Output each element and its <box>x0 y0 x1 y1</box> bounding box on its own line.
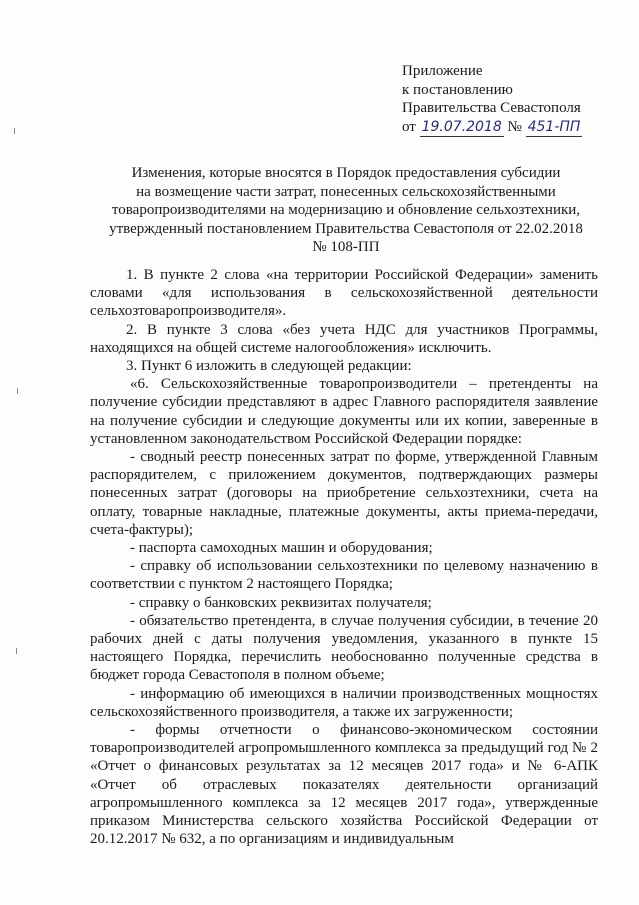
scan-mark <box>16 648 17 654</box>
title-line: утвержденный постановлением Правительства Севастополя от 22.02.2018 <box>109 220 583 237</box>
list-item: - паспорта самоходных машин и оборудования; <box>130 540 433 557</box>
title-line: Изменения, которые вносятся в Порядок предоставления субсидии <box>131 165 561 181</box>
appendix-block <box>402 62 632 137</box>
scan-mark <box>17 388 18 394</box>
list-item: - формы отчетности о финансово-экономическом состоянии товаропроизводителей агропромышленного комплекса за предыдущий год № 2 «Отчет о финансовых результатах за 12 месяцев 2017 года» и № 6-АПК «Отчет об отраслевых показателях деятельности организаций агропромышленного комплекса за 12 месяцев 2017 года», утвержденные приказом Министерства сельского хозяйства Российской Федерации от 20.12.2017 № 632, а по организациям и индивидуальным <box>90 722 598 848</box>
appendix-line: Приложение <box>402 63 483 79</box>
appendix-line: Правительства Севастополя <box>402 100 581 116</box>
title-line: на возмещение части затрат, понесенных сельскохозяйственными <box>136 183 556 200</box>
list-item: - сводный реестр понесенных затрат по форме, утвержденной Главным распорядителем, с приложением документов, подтверждающих размеры понесенных затрат (договоры на приобретение сельхозтехники, счета на оплату, товарные накладные, платежные документы, акты приема-передачи, счета-фактуры); <box>90 449 598 538</box>
list-item: - обязательство претендента, в случае получения субсидии, в течение 20 рабочих дней с даты получения уведомления, указанного в пункте 15 настоящего Порядка, перечислить необоснованно полученные средства в бюджет города Севастополя в полном объеме; <box>90 612 598 684</box>
from-label: от <box>402 118 416 135</box>
document-title <box>96 164 596 257</box>
number-label: № <box>507 118 522 135</box>
handwritten-date: 19.07.2018 <box>420 118 504 138</box>
document-body <box>90 266 598 849</box>
appendix-date-line <box>402 118 632 138</box>
paragraph: 1. В пункте 2 слова «на территории Российской Федерации» заменить словами «для использования в сельскохозяйственной деятельности сельхозтоваропроизводителя». <box>90 267 598 320</box>
paragraph: 3. Пункт 6 изложить в следующей редакции: <box>126 358 412 375</box>
list-item: - справку об использовании сельхозтехники по целевому назначению в соответствии с пунктом 2 настоящего Порядка; <box>90 558 598 593</box>
list-item: - информацию об имеющихся в наличии производственных мощностях сельскохозяйственного производителя, а также их загруженности; <box>90 685 598 720</box>
scan-mark <box>14 128 15 134</box>
appendix-line: к постановлению <box>402 81 513 98</box>
paragraph: 2. В пункте 3 слова «без учета НДС для участников Программы, находящихся на общей системе налогообложения» исключить. <box>90 321 598 356</box>
paragraph: «6. Сельскохозяйственные товаропроизводители – претенденты на получение субсидии представляют в адрес Главного распорядителя заявление на получение субсидии и следующие документы или их копии, заверенные в установленном законодательством Российской Федерации порядке: <box>90 376 598 447</box>
list-item: - справку о банковских реквизитах получателя; <box>130 594 432 611</box>
handwritten-number: 451-ПП <box>526 118 583 138</box>
title-line: № 108-ПП <box>312 239 380 255</box>
title-line: товаропроизводителями на модернизацию и обновление сельхозтехники, <box>111 202 581 218</box>
